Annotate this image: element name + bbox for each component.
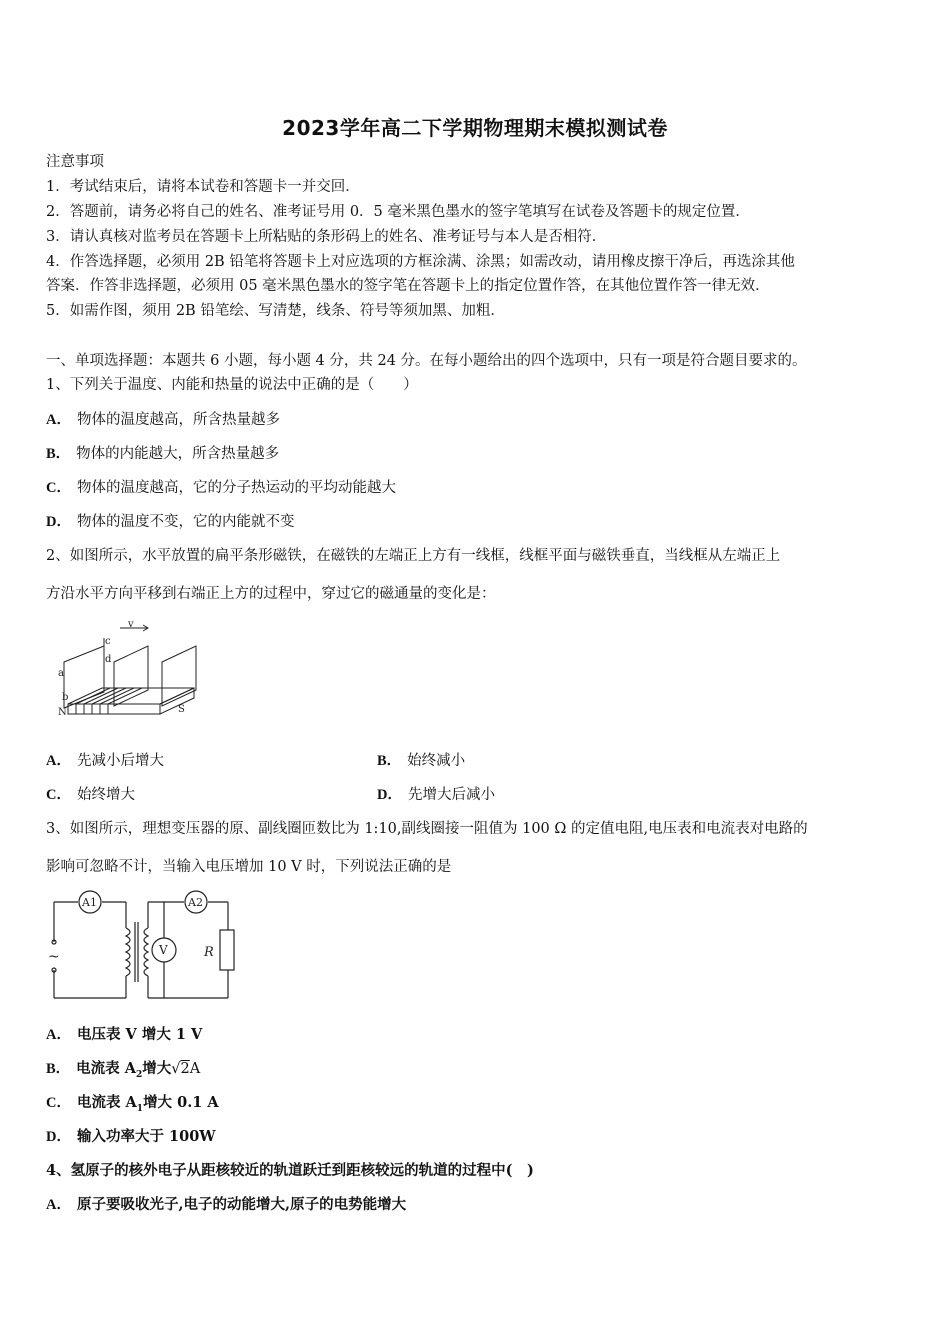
option-label: C． xyxy=(46,480,71,496)
sqrt-symbol: √2 xyxy=(171,1061,190,1077)
subscript: 1 xyxy=(136,1103,144,1114)
label-d: d xyxy=(105,654,112,665)
voltmeter-label: V xyxy=(159,943,168,957)
option-text: 先减小后增大 xyxy=(76,753,164,769)
label-c: c xyxy=(105,636,111,647)
q1-option-a xyxy=(46,410,280,430)
q3-stem-2: 影响可忽略不计，当输入电压增加 10 V 时，下列说法正确的是 xyxy=(46,859,452,875)
option-label: A． xyxy=(46,1027,71,1043)
notice-item-2: 2．答题前，请务必将自己的姓名、准考证号用 0．5 毫米黑色墨水的签字笔填写在试卷及答题卡的规定位置． xyxy=(46,204,750,220)
option-label: B． xyxy=(46,1061,71,1077)
notice-item-3: 3．请认真核对监考员在答题卡上所粘贴的条形码上的姓名、准考证号与本人是否相符． xyxy=(46,229,607,245)
q2-stem-2: 方沿水平方向平移到右端正上方的过程中，穿过它的磁通量的变化是： xyxy=(46,586,496,602)
q1-option-b xyxy=(46,444,279,464)
q1-stem: 1、下列关于温度、内能和热量的说法中正确的是（ ） xyxy=(46,377,418,393)
ammeter-a2-label: A2 xyxy=(188,896,203,909)
option-label: A． xyxy=(46,1197,71,1213)
option-text: 物体的温度越高，所含热量越多 xyxy=(76,412,280,428)
label-b: b xyxy=(62,692,69,703)
option-label: C． xyxy=(46,1095,71,1111)
unit: A xyxy=(189,1061,201,1077)
subscript: 2 xyxy=(135,1069,143,1080)
option-text: 电流表 A xyxy=(76,1060,136,1077)
notice-item-1: 1．考试结束后，请将本试卷和答题卡一并交回． xyxy=(46,179,360,195)
option-label: D． xyxy=(46,514,71,530)
q2-option-b xyxy=(377,751,465,771)
option-label: D． xyxy=(46,1129,71,1145)
notice-item-5: 5．如需作图，须用 2B 铅笔绘、写清楚，线条、符号等须加黑、加粗． xyxy=(46,303,505,319)
resistor-label: R xyxy=(204,945,214,960)
q3-option-a xyxy=(46,1025,202,1045)
magnet-figure xyxy=(50,618,210,722)
page-title: 2023学年高二下学期物理期末模拟测试卷 xyxy=(282,116,668,140)
ac-source-symbol: ~ xyxy=(48,949,60,965)
q3-option-c xyxy=(46,1093,219,1119)
q2-stem-1: 2、如图所示，水平放置的扁平条形磁铁，在磁铁的左端正上方有一线框，线框平面与磁铁垂直，当线框从左端正上 xyxy=(46,548,781,564)
q3-option-d xyxy=(46,1127,216,1147)
label-s: S xyxy=(178,704,185,715)
q2-option-a xyxy=(46,751,164,771)
ammeter-a1-label: A1 xyxy=(82,896,97,909)
option-text: 物体的温度不变，它的内能就不变 xyxy=(76,514,295,530)
option-text: 始终增大 xyxy=(76,787,135,803)
option-text: 输入功率大于 100W xyxy=(76,1128,216,1145)
option-label: D． xyxy=(377,787,402,803)
option-text: 始终减小 xyxy=(407,753,466,769)
label-v: v xyxy=(128,619,134,630)
option-text: 增大 0.1 A xyxy=(143,1094,219,1111)
radicand: 2 xyxy=(180,1061,190,1077)
notice-item-4-cont: 答案．作答非选择题，必须用 05 毫米黑色墨水的签字笔在答题卡上的指定位置作答，在其他位置作答一律无效． xyxy=(46,278,770,294)
label-n: N xyxy=(58,707,67,718)
option-label: B． xyxy=(377,753,402,769)
option-label: C． xyxy=(46,787,71,803)
transformer-circuit-figure xyxy=(44,890,240,1004)
q1-option-d xyxy=(46,512,294,532)
option-text: 原子要吸收光子,电子的动能增大,原子的电势能增大 xyxy=(76,1196,407,1213)
label-a: a xyxy=(58,668,64,679)
q2-option-d xyxy=(377,785,495,805)
option-text: 物体的内能越大，所含热量越多 xyxy=(76,446,280,462)
option-text: 电压表 V 增大 1 V xyxy=(76,1026,203,1043)
option-text: 物体的温度越高，它的分子热运动的平均动能越大 xyxy=(76,480,396,496)
option-label: A． xyxy=(46,412,71,428)
q4-option-a xyxy=(46,1195,406,1215)
q3-option-b xyxy=(46,1059,200,1085)
q2-option-c xyxy=(46,785,135,805)
q4-stem: 4、氢原子的核外电子从距核较近的轨道跃迁到距核较远的轨道的过程中( ) xyxy=(46,1162,534,1179)
notice-item-4: 4．作答选择题，必须用 2B 铅笔将答题卡上对应选项的方框涂满、涂黑；如需改动，请用橡皮擦干净后，再选涂其他 xyxy=(46,254,795,270)
section-heading: 一、单项选择题：本题共 6 小题，每小题 4 分，共 24 分。在每小题给出的四个选项中，只有一项是符合题目要求的。 xyxy=(46,353,807,369)
option-label: B． xyxy=(46,446,71,462)
option-text: 电流表 A xyxy=(76,1094,137,1111)
notice-heading: 注意事项 xyxy=(46,154,104,170)
option-text: 先增大后减小 xyxy=(407,787,495,803)
q3-stem-1: 3、如图所示，理想变压器的原、副线圈匝数比为 1:10,副线圈接一阻值为 100 Ω 的定值电阻,电压表和电流表对电路的 xyxy=(46,821,808,837)
q1-option-c xyxy=(46,478,396,498)
option-label: A． xyxy=(46,753,71,769)
option-text: 增大 xyxy=(142,1060,172,1077)
